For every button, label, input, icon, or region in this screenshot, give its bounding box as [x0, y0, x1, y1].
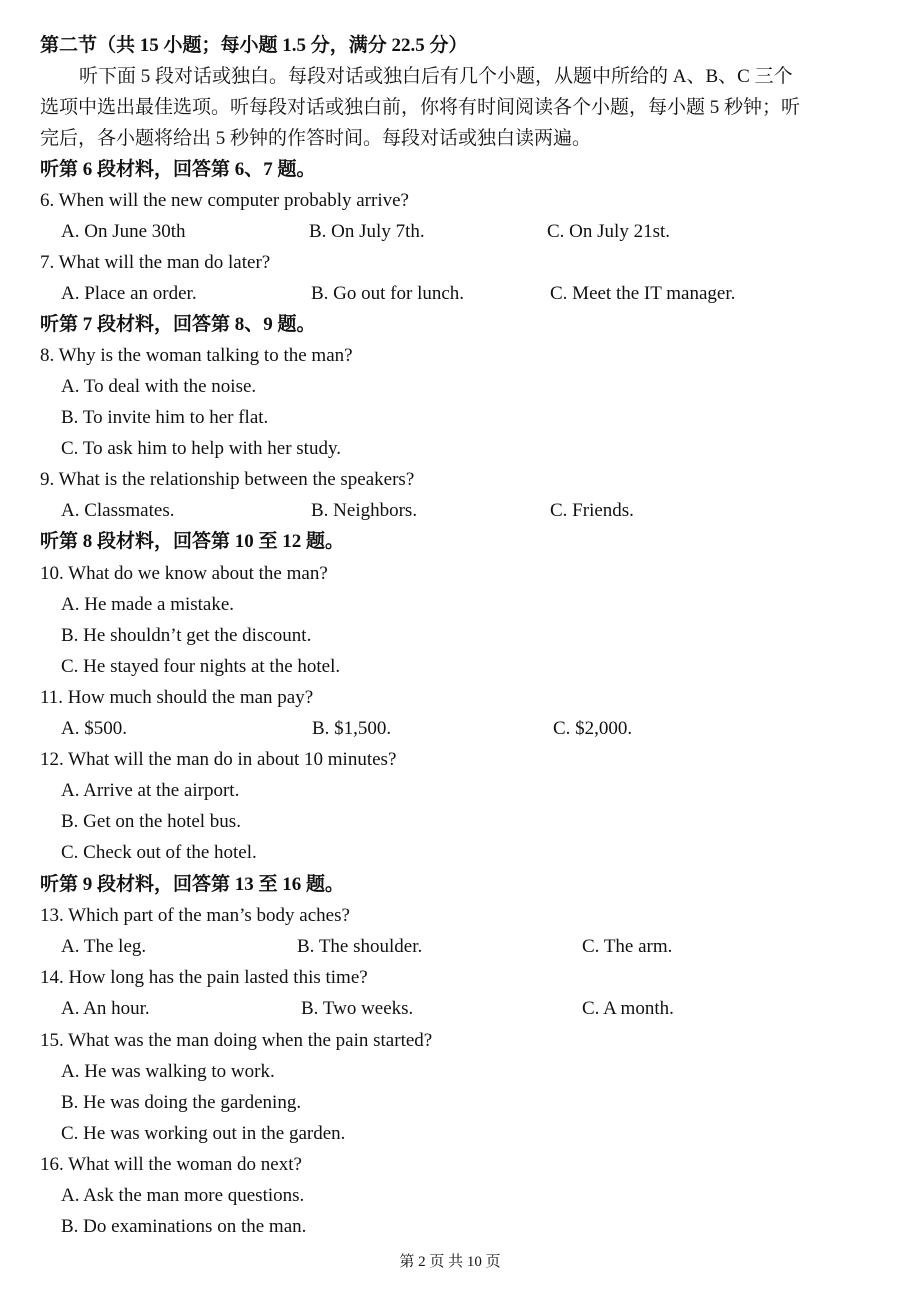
question-16-stem: 16. What will the woman do next? [40, 1154, 302, 1175]
question-9-stem: 9. What is the relationship between the speakers? [40, 469, 415, 490]
question-13-stem: 13. Which part of the man’s body aches? [40, 905, 350, 926]
q16-option-b: B. Do examinations on the man. [61, 1216, 307, 1237]
q7-option-a: A. Place an order. [61, 283, 197, 304]
group-title-7: 听第 7 段材料，回答第 8、9 题。 [40, 314, 316, 335]
q7-option-b: B. Go out for lunch. [311, 283, 465, 304]
q8-option-a: A. To deal with the noise. [61, 376, 257, 397]
question-7-stem: 7. What will the man do later? [40, 252, 271, 273]
group-title-6: 听第 6 段材料，回答第 6、7 题。 [40, 159, 316, 180]
q8-option-b: B. To invite him to her flat. [61, 407, 269, 428]
q12-option-b: B. Get on the hotel bus. [61, 811, 241, 832]
q15-option-c: C. He was working out in the garden. [61, 1123, 346, 1144]
q13-option-c: C. The arm. [582, 936, 673, 957]
q14-option-a: A. An hour. [61, 998, 150, 1019]
q16-option-a: A. Ask the man more questions. [61, 1185, 305, 1206]
q9-option-b: B. Neighbors. [311, 500, 418, 521]
q11-option-a: A. $500. [61, 718, 127, 739]
question-6-stem: 6. When will the new computer probably arrive? [40, 190, 409, 211]
q15-option-a: A. He was walking to work. [61, 1061, 275, 1082]
q10-option-a: A. He made a mistake. [61, 594, 235, 615]
question-11-stem: 11. How much should the man pay? [40, 687, 314, 708]
question-14-stem: 14. How long has the pain lasted this time? [40, 967, 368, 988]
q14-option-b: B. Two weeks. [301, 998, 414, 1019]
q9-option-a: A. Classmates. [61, 500, 175, 521]
q13-option-b: B. The shoulder. [297, 936, 423, 957]
q8-option-c: C. To ask him to help with her study. [61, 438, 341, 459]
instruction-line-2: 选项中选出最佳选项。听每段对话或独白前，你将有时间阅读各个小题，每小题 5 秒钟；听 [40, 97, 801, 118]
section-header: 第二节（共 15 小题；每小题 1.5 分，满分 22.5 分） [40, 35, 468, 56]
q11-option-b: B. $1,500. [312, 718, 392, 739]
q7-option-c: C. Meet the IT manager. [550, 283, 736, 304]
q9-option-c: C. Friends. [550, 500, 634, 521]
question-15-stem: 15. What was the man doing when the pain started? [40, 1030, 433, 1051]
q12-option-c: C. Check out of the hotel. [61, 842, 257, 863]
q14-option-c: C. A month. [582, 998, 674, 1019]
q11-option-c: C. $2,000. [553, 718, 633, 739]
q10-option-b: B. He shouldn’t get the discount. [61, 625, 312, 646]
q6-option-c: C. On July 21st. [547, 221, 670, 242]
q12-option-a: A. Arrive at the airport. [61, 780, 240, 801]
q13-option-a: A. The leg. [61, 936, 147, 957]
instruction-line-3: 完后，各小题将给出 5 秒钟的作答时间。每段对话或独白读两遍。 [40, 128, 592, 149]
question-8-stem: 8. Why is the woman talking to the man? [40, 345, 353, 366]
q6-option-a: A. On June 30th [61, 221, 186, 242]
group-title-9: 听第 9 段材料，回答第 13 至 16 题。 [40, 874, 345, 895]
instruction-line-1: 听下面 5 段对话或独白。每段对话或独白后有几个小题，从题中所给的 A、B、C 三个 [79, 66, 793, 87]
q10-option-c: C. He stayed four nights at the hotel. [61, 656, 341, 677]
q6-option-b: B. On July 7th. [309, 221, 425, 242]
q15-option-b: B. He was doing the gardening. [61, 1092, 302, 1113]
question-12-stem: 12. What will the man do in about 10 minutes? [40, 749, 397, 770]
page-footer: 第 2 页 共 10 页 [399, 1254, 501, 1270]
question-10-stem: 10. What do we know about the man? [40, 563, 328, 584]
group-title-8: 听第 8 段材料，回答第 10 至 12 题。 [40, 531, 345, 552]
